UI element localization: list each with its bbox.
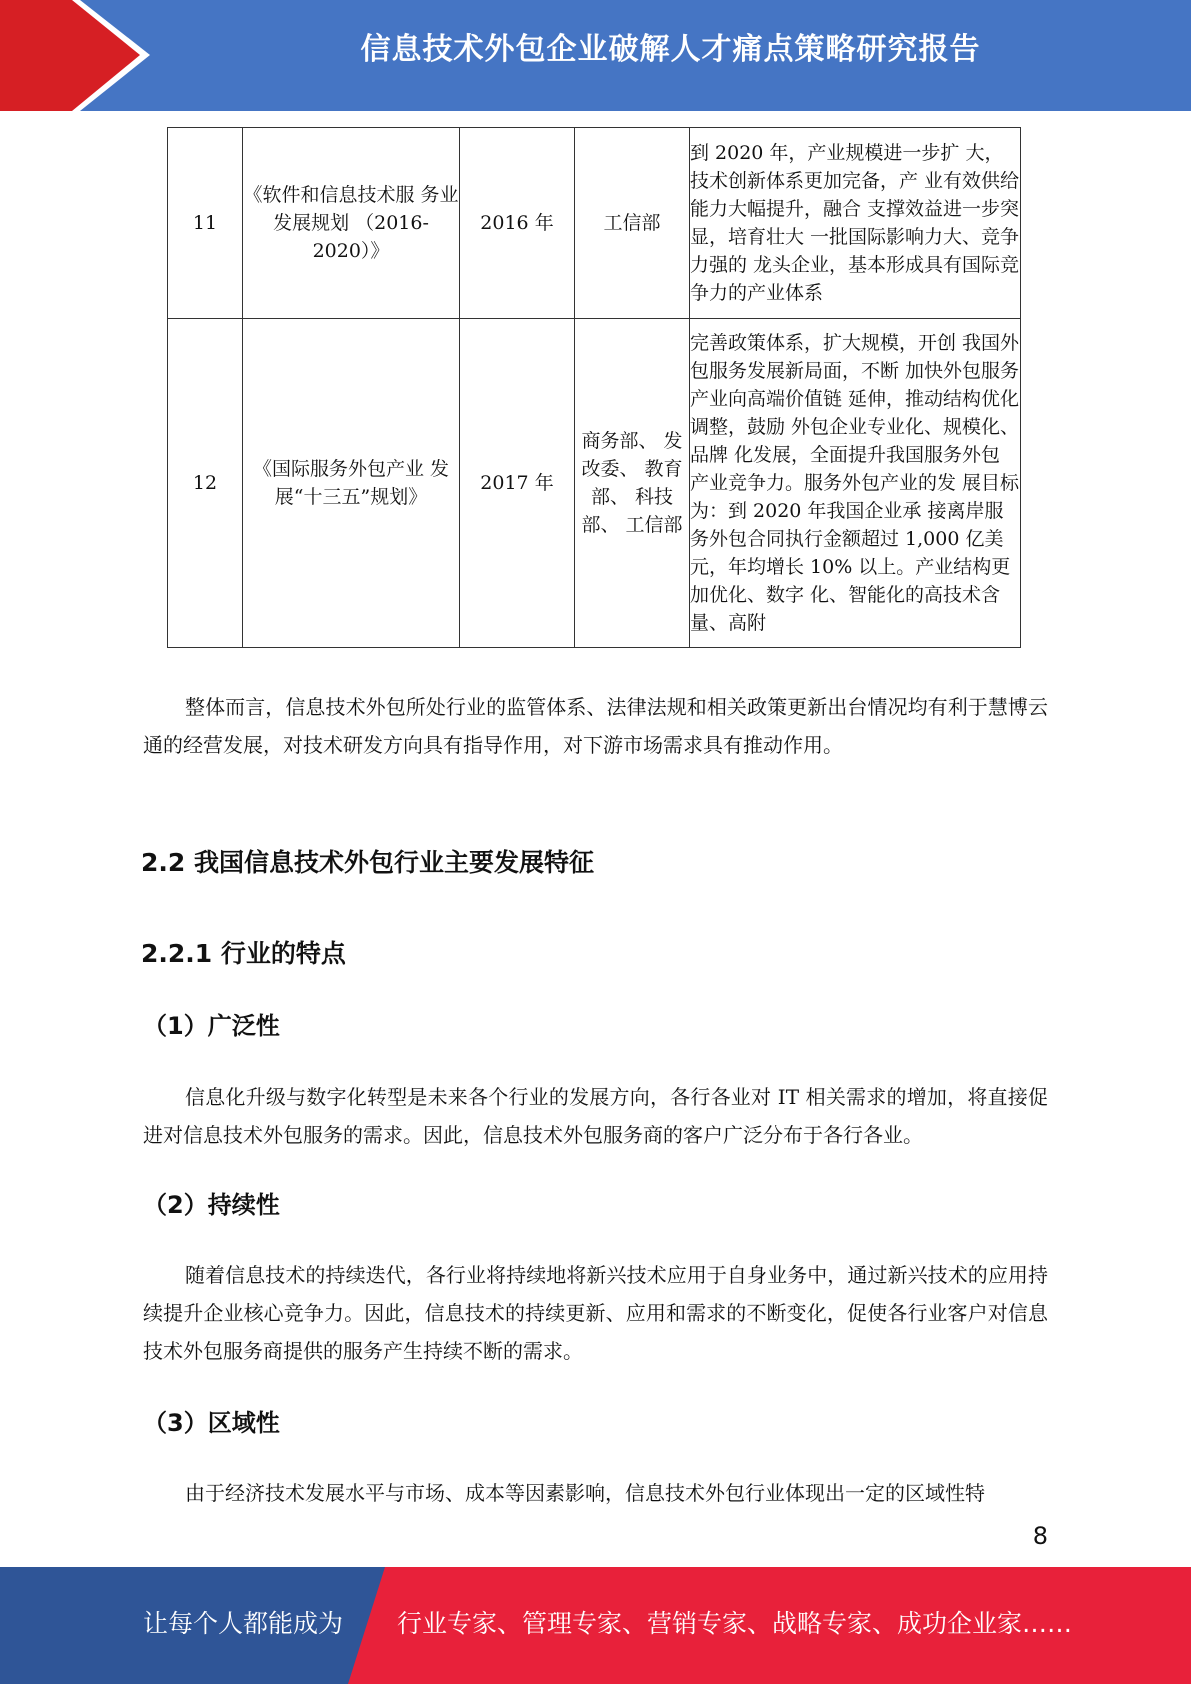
policy-name: 《国际服务外包产业 发展“十三五”规划》 — [243, 319, 460, 648]
policy-description: 完善政策体系，扩大规模，开创 我国外包服务发展新局面，不断 加快外包服务产业向高端价值链 延伸，推动结构优化调整，鼓励 外包企业专业化、规模化、品牌 化发展，全面提升我国服务外包 产业竞争力。服务外包产业的发 展目标为：到 2020 年我国企业承 接离岸服务外包合同执行金额超过 1,000 亿美元，年均增长 10% 以上。产业结构更加优化、数字 化、智能化的高技术含量、高附 — [690, 319, 1021, 648]
policy-year: 2016 年 — [460, 128, 575, 319]
item-heading: （2）持续性 — [143, 1191, 280, 1219]
policy-description: 到 2020 年，产业规模进一步扩 大，技术创新体系更加完备，产 业有效供给能力大幅提升，融合 支撑效益进一步突显，培育壮大 一批国际影响力大、竞争力强的 龙头企业，基本形成具有国际竞 争力的产业体系 — [690, 128, 1021, 319]
subsection-heading: 2.2.1 行业的特点 — [141, 939, 346, 968]
policy-table — [167, 127, 1021, 648]
policy-department: 商务部、 发改委、 教育部、 科技部、 工信部 — [575, 319, 690, 648]
header-arrow-icon — [0, 0, 142, 111]
item-paragraph: 由于经济技术发展水平与市场、成本等因素影响，信息技术外包行业体现出一定的区域性特 — [185, 1481, 985, 1505]
footer-slogan-left: 让每个人都能成为 — [143, 1609, 344, 1638]
item-heading: （3）区域性 — [143, 1409, 280, 1437]
summary-paragraph: 整体而言，信息技术外包所处行业的监管体系、法律法规和相关政策更新出台情况均有利于慧博云通的经营发展，对技术研发方向具有指导作用，对下游市场需求具有推动作用。 — [143, 695, 1048, 757]
item-paragraph: 随着信息技术的持续迭代，各行业将持续地将新兴技术应用于自身业务中，通过新兴技术的应用持续提升企业核心竞争力。因此，信息技术的持续更新、应用和需求的不断变化，促使各行业客户对信息技术外包服务商提供的服务产生持续不断的需求。 — [143, 1263, 1048, 1363]
footer-slogan-right: 行业专家、管理专家、营销专家、战略专家、成功企业家…… — [397, 1609, 1073, 1638]
report-title: 信息技术外包企业破解人才痛点策略研究报告 — [360, 32, 981, 67]
item-heading: （1）广泛性 — [143, 1012, 280, 1040]
header-banner — [0, 0, 1191, 111]
policy-year: 2017 年 — [460, 319, 575, 648]
table-row — [168, 128, 1021, 319]
row-number: 11 — [168, 128, 243, 319]
row-number: 12 — [168, 319, 243, 648]
table-row — [168, 319, 1021, 648]
policy-name: 《软件和信息技术服 务业发展规划 （2016-2020）》 — [243, 128, 460, 319]
footer-banner — [0, 1567, 1191, 1684]
section-heading: 2.2 我国信息技术外包行业主要发展特征 — [141, 848, 594, 877]
page-number: 8 — [1032, 1522, 1048, 1550]
policy-department: 工信部 — [575, 128, 690, 319]
item-paragraph: 信息化升级与数字化转型是未来各个行业的发展方向，各行各业对 IT 相关需求的增加，将直接促进对信息技术外包服务的需求。因此，信息技术外包服务商的客户广泛分布于各行各业。 — [143, 1085, 1048, 1147]
